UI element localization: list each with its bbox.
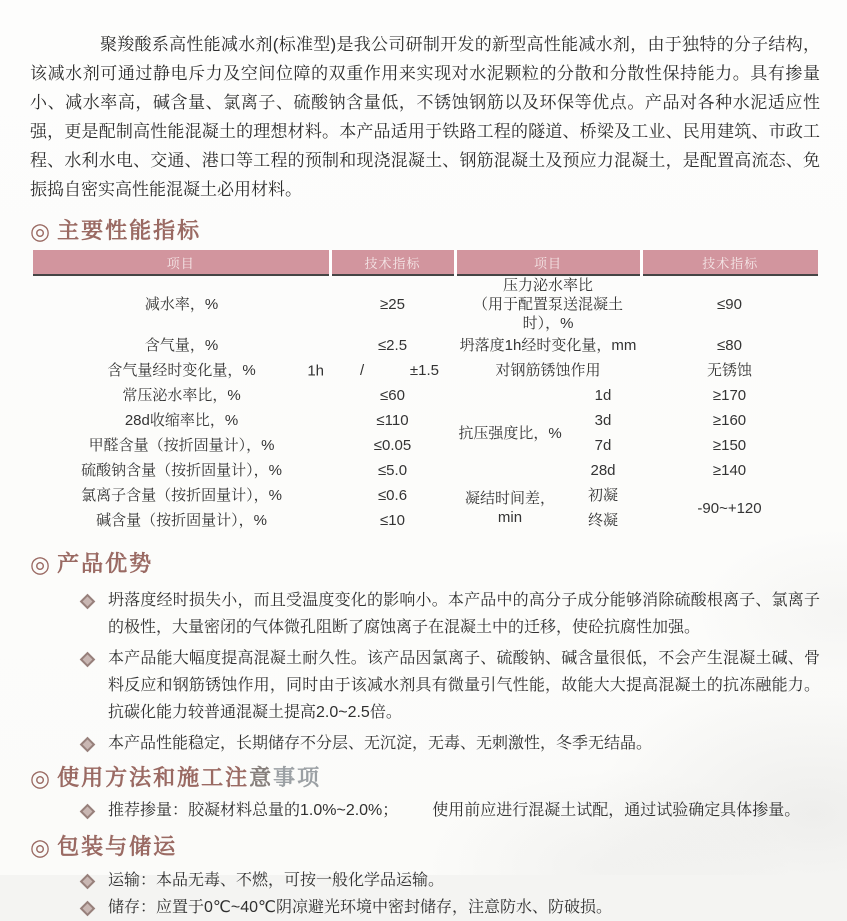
table-row bbox=[33, 408, 818, 433]
table-cell: 对钢筋锈蚀作用 bbox=[495, 362, 601, 379]
table-cell: ≤110 bbox=[376, 412, 409, 429]
table-cell: 减水率，% bbox=[144, 296, 219, 313]
cell-line: 压力泌水率比 bbox=[503, 277, 594, 294]
diamond-bullet-icon bbox=[80, 652, 96, 668]
table-cell: -90~+120 bbox=[697, 499, 762, 517]
header-value-left: 技术指标 bbox=[330, 250, 455, 275]
table-cell: ≥140 bbox=[712, 462, 747, 479]
list-item bbox=[30, 894, 820, 921]
table-cell: ≤60 bbox=[380, 387, 405, 404]
table-row bbox=[33, 383, 818, 408]
table-cell: 含气量，% bbox=[144, 337, 219, 354]
diamond-bullet-icon bbox=[80, 901, 96, 917]
performance-table bbox=[33, 250, 818, 533]
section-title-performance bbox=[30, 216, 820, 246]
advantages-list bbox=[30, 587, 820, 757]
section-marker-icon: ◎ bbox=[30, 833, 51, 860]
usage-list bbox=[30, 797, 820, 824]
table-cell: ≥160 bbox=[712, 412, 747, 429]
table-cell bbox=[33, 358, 330, 383]
table-cell: ≥150 bbox=[712, 437, 747, 454]
section-title-text: 产品优势 bbox=[57, 551, 154, 576]
section-title-text: 使用方法和施工注意事项 bbox=[57, 765, 322, 790]
table-cell bbox=[330, 358, 455, 383]
table-row bbox=[33, 358, 818, 383]
table-cell: ≥25 bbox=[380, 296, 405, 313]
list-item-text: 坍落度经时损失小，而且受温度变化的影响小。本产品中的高分子成分能够消除硫酸根离子、氯离子的极性，大量密闭的气体微孔阻断了腐蚀离子在混凝土中的迁移，使砼抗腐性加强。 bbox=[108, 592, 820, 636]
table-header-row bbox=[33, 250, 818, 275]
section-title-text: 包装与储运 bbox=[57, 834, 178, 859]
packaging-list bbox=[30, 867, 820, 921]
list-item bbox=[30, 645, 820, 726]
diamond-bullet-icon bbox=[80, 804, 96, 820]
table-row bbox=[33, 275, 818, 333]
section-marker-icon: ◎ bbox=[30, 550, 51, 577]
table-cell: ≤10 bbox=[380, 512, 405, 529]
table-cell: ≤0.6 bbox=[377, 487, 408, 504]
table-cell: 氯离子含量（按折固量计），% bbox=[81, 487, 282, 504]
table-cell: ≤90 bbox=[717, 296, 742, 313]
section-marker-icon: ◎ bbox=[30, 217, 51, 244]
table-cell-group: 凝结时间差，min bbox=[464, 490, 555, 526]
table-cell: 硫酸钠含量（按折固量计），% bbox=[81, 462, 282, 479]
header-item-right: 项目 bbox=[455, 250, 641, 275]
table-cell: 甲醛含量（按折固量计），% bbox=[88, 437, 275, 454]
list-item-text: 运输：本品无毒、不燃，可按一般化学品运输。 bbox=[108, 872, 445, 889]
section-title-text: 主要性能指标 bbox=[57, 218, 202, 243]
section-title-packaging bbox=[30, 832, 820, 862]
table-cell: 坍落度1h经时变化量，mm bbox=[459, 337, 637, 354]
header-value-right: 技术指标 bbox=[641, 250, 818, 275]
table-row bbox=[33, 458, 818, 483]
table-cell: 碱含量（按折固量计），% bbox=[96, 512, 267, 529]
cell-time: 1h bbox=[307, 362, 324, 379]
cell-value: ±1.5 bbox=[409, 362, 439, 379]
table-cell: 初凝 bbox=[588, 487, 619, 504]
intro-paragraph: 聚羧酸系高性能减水剂(标准型)是我公司研制开发的新型高性能减水剂，由于独特的分子结构，该减水剂可通过静电斥力及空间位障的双重作用来实现对水泥颗粒的分散和分散性保持能力。具有掺量小、减水率高，碱含量、氯离子、硫酸钠含量低，不锈蚀钢筋以及环保等优点。产品对各种水泥适应性强，更是配制高性能混凝土的理想材料。本产品适用于铁路工程的隧道、桥梁及工业、民用建筑、市政工程、水利水电、交通、港口等工程的预制和现浇混凝土、钢筋混凝土及预应力混凝土，是配置高流态、免振捣自密实高性能混凝土必用材料。 bbox=[30, 35, 820, 199]
table-cell: 7d bbox=[594, 437, 612, 454]
usage-note-text: 使用前应进行混凝土试配，通过试验确定具体掺量。 bbox=[432, 802, 801, 819]
table-row bbox=[33, 433, 818, 458]
diamond-bullet-icon bbox=[80, 594, 96, 610]
cell-line: （用于配置泵送混凝土时），% bbox=[473, 296, 624, 332]
list-item-text: 储存：应置于0℃~40℃阴凉避光环境中密封储存，注意防水、防破损。 bbox=[108, 899, 612, 916]
diamond-bullet-icon bbox=[80, 874, 96, 890]
table-row bbox=[33, 483, 818, 508]
section-title-usage bbox=[30, 763, 820, 793]
dosage-text: 推荐掺量：胶凝材料总量的1.0%~2.0%； bbox=[108, 802, 399, 819]
table-cell: ≥170 bbox=[712, 387, 747, 404]
list-item-text: 本产品能大幅度提高混凝土耐久性。该产品因氯离子、硫酸钠、碱含量很低，不会产生混凝土碱、骨料反应和钢筋锈蚀作用，同时由于该减水剂具有微量引气性能，故能大大提高混凝土的抗冻融能力。抗碳化能力较普通混凝土提高2.0~2.5倍。 bbox=[108, 650, 820, 721]
table-cell: 3d bbox=[594, 412, 612, 429]
header-item-left: 项目 bbox=[33, 250, 330, 275]
table-row bbox=[33, 333, 818, 358]
list-item bbox=[30, 587, 820, 641]
list-item bbox=[30, 797, 820, 824]
table-cell: 终凝 bbox=[588, 512, 619, 529]
diamond-bullet-icon bbox=[80, 737, 96, 753]
list-item bbox=[30, 730, 820, 757]
table-cell: ≤2.5 bbox=[377, 337, 408, 354]
table-cell: ≤80 bbox=[717, 337, 742, 354]
cell-text: 含气量经时变化量，% bbox=[107, 362, 256, 379]
table-cell: 1d bbox=[594, 387, 612, 404]
table-cell bbox=[455, 275, 641, 333]
table-cell: 常压泌水率比，% bbox=[122, 387, 241, 404]
table-cell: ≤5.0 bbox=[377, 462, 408, 479]
table-cell: ≤0.05 bbox=[373, 437, 412, 454]
list-item-text: 本产品性能稳定，长期储存不分层、无沉淀，无毒、无刺激性，冬季无结晶。 bbox=[108, 735, 653, 752]
list-item bbox=[30, 867, 820, 894]
table-cell: 无锈蚀 bbox=[707, 362, 753, 379]
cell-slash: / bbox=[360, 362, 365, 379]
table-cell: 28d收缩率比，% bbox=[124, 412, 239, 429]
section-marker-icon: ◎ bbox=[30, 764, 51, 791]
table-cell-group: 抗压强度比，% bbox=[458, 424, 562, 442]
table-cell: 28d bbox=[590, 462, 616, 479]
section-title-advantages bbox=[30, 549, 820, 579]
